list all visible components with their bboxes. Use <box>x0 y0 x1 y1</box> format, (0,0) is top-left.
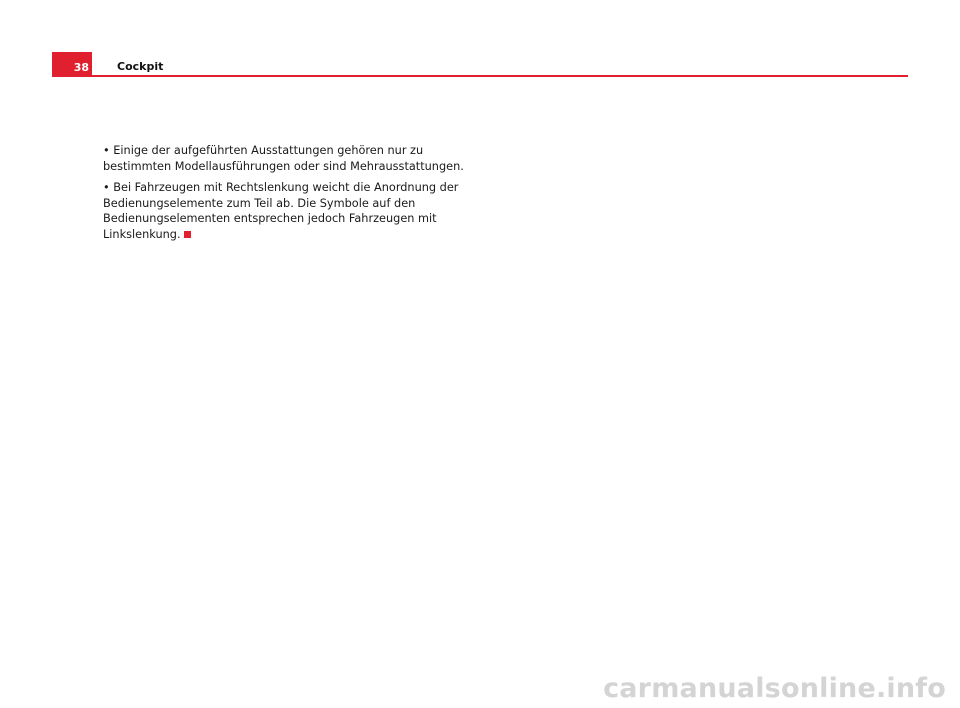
page-header <box>52 52 908 78</box>
note-paragraph <box>103 143 473 174</box>
header-divider <box>52 75 908 77</box>
watermark: carmanualsonline.info <box>603 673 946 704</box>
page-number: 38 <box>73 60 89 74</box>
note-text: • Bei Fahrzeugen mit Rechtslenkung weicht die Anordnung der Bedienungselemente zum Teil ab. Die Symbole auf den Bedienungselementen entsprechen jedoch Fahrzeugen mit Linkslenkung. <box>103 181 459 241</box>
end-of-section-icon <box>184 231 191 238</box>
notes-section <box>103 143 473 248</box>
page-number-badge <box>52 52 92 76</box>
note-text: • Einige der aufgeführten Ausstattungen gehören nur zu bestimmten Modellausführungen oder sind Mehrausstattungen. <box>103 144 464 173</box>
section-title: Cockpit <box>117 60 164 73</box>
note-paragraph <box>103 180 473 242</box>
